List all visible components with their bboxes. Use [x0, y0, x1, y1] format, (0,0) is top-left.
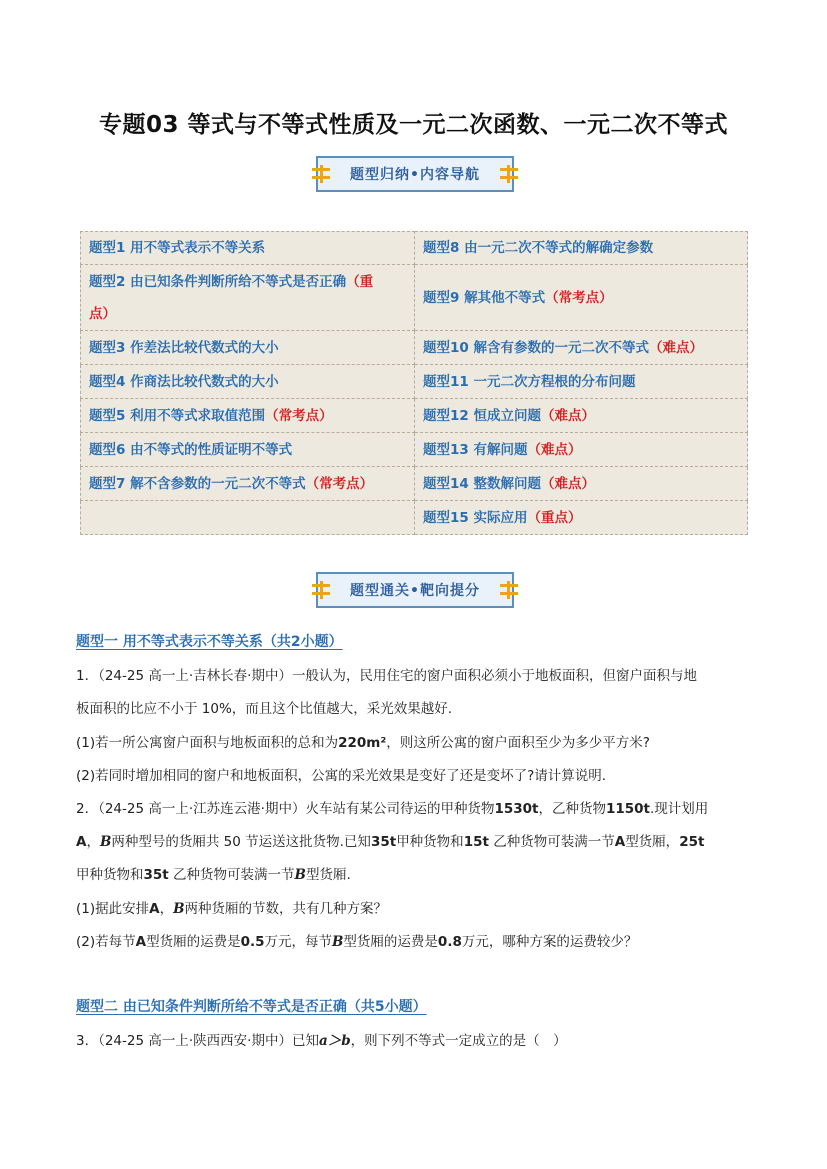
banner-toc-label: 题型归纳•内容导航 — [350, 167, 480, 183]
toc-item[interactable]: 题型11 一元二次方程根的分布问题 — [415, 365, 748, 399]
bracket-right-icon — [500, 581, 518, 599]
question-1-line-2: 板面积的比应不小于 10%，而且这个比值越大，采光效果越好. — [76, 701, 453, 717]
question-2-line-2: A，B两种型号的货厢共 50 节运送这批货物.已知35t甲种货物和15t 乙种货物可装满一节A型货厢，25t — [76, 834, 705, 850]
toc-item[interactable]: 题型7 解不含参数的一元二次不等式（常考点） — [81, 467, 415, 501]
bracket-left-icon — [312, 165, 330, 183]
toc-item[interactable]: 题型13 有解问题（难点） — [415, 433, 748, 467]
toc-item[interactable]: 题型3 作差法比较代数式的大小 — [81, 331, 415, 365]
toc-table — [80, 231, 748, 535]
toc-item[interactable]: 题型2 由已知条件判断所给不等式是否正确（重 点） — [81, 265, 415, 331]
question-2-part-2: (2)若每节A型货厢的运费是0.5万元，每节B型货厢的运费是0.8万元，哪种方案的运费较少？ — [76, 934, 638, 950]
toc-item[interactable]: 题型10 解含有参数的一元二次不等式（难点） — [415, 331, 748, 365]
toc-item-empty — [81, 501, 415, 535]
toc-item[interactable]: 题型14 整数解问题（难点） — [415, 467, 748, 501]
banner-practice-label: 题型通关•靶向提分 — [350, 583, 480, 599]
question-2-part-1: (1)据此安排A，B两种货厢的节数，共有几种方案？ — [76, 901, 387, 917]
toc-item[interactable]: 题型6 由不等式的性质证明不等式 — [81, 433, 415, 467]
bracket-left-icon — [312, 581, 330, 599]
page-title: 专题03 等式与不等式性质及一元二次函数、一元二次不等式 — [98, 112, 728, 138]
toc-item[interactable]: 题型4 作商法比较代数式的大小 — [81, 365, 415, 399]
toc-item[interactable]: 题型15 实际应用（重点） — [415, 501, 748, 535]
banner-practice — [316, 572, 514, 608]
question-1-part-2: (2)若同时增加相同的窗户和地板面积，公寓的采光效果是变好了还是变坏了?请计算说明. — [76, 768, 607, 784]
banner-toc — [316, 156, 514, 192]
section-2-title[interactable]: 题型二 由已知条件判断所给不等式是否正确（共5小题） — [76, 999, 427, 1015]
toc-item[interactable]: 题型1 用不等式表示不等关系 — [81, 232, 415, 265]
toc-item[interactable]: 题型8 由一元二次不等式的解确定参数 — [415, 232, 748, 265]
bracket-right-icon — [500, 165, 518, 183]
toc-item[interactable]: 题型9 解其他不等式（常考点） — [415, 265, 748, 331]
toc-item[interactable]: 题型5 利用不等式求取值范围（常考点） — [81, 399, 415, 433]
toc-item[interactable]: 题型12 恒成立问题（难点） — [415, 399, 748, 433]
question-1-line-1: 1．（24-25 高一上·吉林长春·期中）一般认为，民用住宅的窗户面积必须小于地板面积，但窗户面积与地 — [76, 668, 697, 684]
question-3-line-1: 3．（24-25 高一上·陕西西安·期中）已知a＞b，则下列不等式一定成立的是（ ） — [76, 1033, 567, 1049]
section-1-title[interactable]: 题型一 用不等式表示不等关系（共2小题） — [76, 634, 343, 650]
question-1-part-1: (1)若一所公寓窗户面积与地板面积的总和为220m²，则这所公寓的窗户面积至少为多少平方米? — [76, 735, 650, 751]
question-2-line-3: 甲种货物和35t 乙种货物可装满一节B型货厢. — [76, 867, 351, 883]
question-2-line-1: 2．（24-25 高一上·江苏连云港·期中）火车站有某公司待运的甲种货物1530t，乙种货物1150t.现计划用 — [76, 801, 709, 817]
